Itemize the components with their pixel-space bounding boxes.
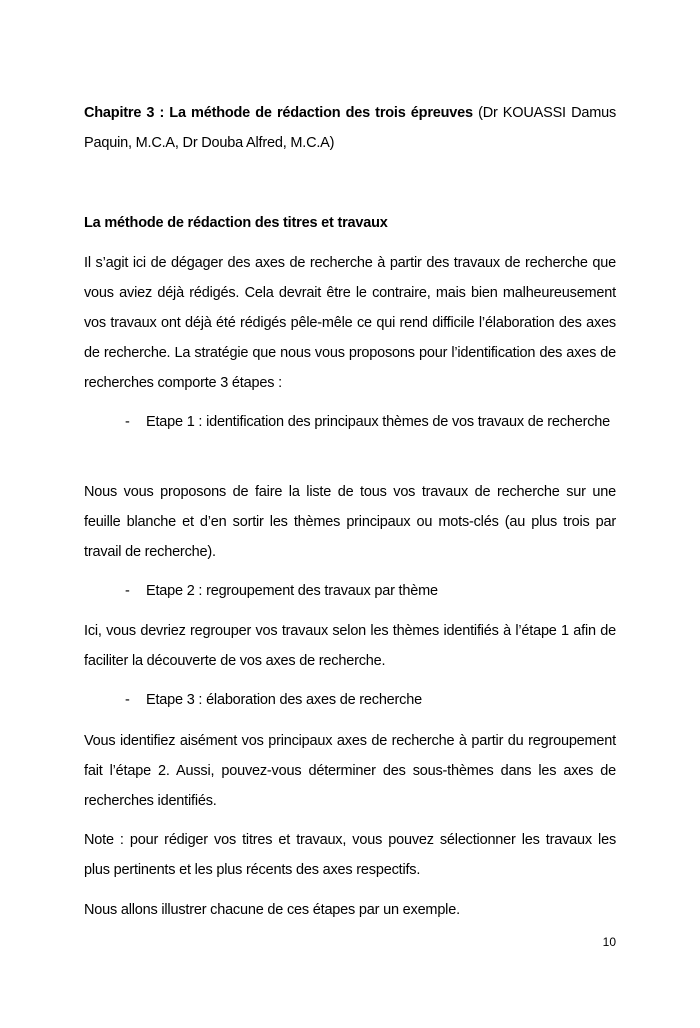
step-3-explanation: Vous identifiez aisément vos principaux axes de recherche à partir du regroupement fait l’étape 2. Aussi, pouvez-vous déterminer des sous-thèmes dans les axes de recherches identifiés. <box>84 733 616 809</box>
step-1-bullet <box>125 407 616 437</box>
bullet-dash: - <box>125 583 130 599</box>
note-paragraph: Note : pour rédiger vos titres et travaux, vous pouvez sélectionner les travaux les plus pertinents et les plus récents des axes respectifs. <box>84 832 616 878</box>
chapter-authors: (Dr KOUASSI Damus Paquin, M.C.A, Dr Douba Alfred, M.C.A) <box>84 105 616 151</box>
chapter-heading <box>84 98 616 158</box>
bullet-dash: - <box>125 414 130 430</box>
section-heading: La méthode de rédaction des titres et travaux <box>84 215 388 231</box>
intro-paragraph: Il s’agit ici de dégager des axes de recherche à partir des travaux de recherche que vous aviez déjà rédigés. Cela devrait être le contraire, mais bien malheureusement vos travaux ont déjà été rédigés pêle-mêle ce qui rend difficile l’élaboration des axes de recherche. La stratégie que nous vous proposons pour l’identification des axes de recherches comporte 3 étapes : <box>84 255 616 391</box>
step-3-bullet <box>125 685 616 715</box>
chapter-title: Chapitre 3 : La méthode de rédaction des trois épreuves <box>84 105 473 121</box>
step-1-explanation: Nous vous proposons de faire la liste de tous vos travaux de recherche sur une feuille blanche et d’en sortir les thèmes principaux ou mots-clés (au plus trois par travail de recherche). <box>84 484 616 560</box>
step-2-text: Etape 2 : regroupement des travaux par thème <box>146 583 438 599</box>
bullet-dash: - <box>125 692 130 708</box>
step-2-explanation: Ici, vous devriez regrouper vos travaux selon les thèmes identifiés à l’étape 1 afin de faciliter la découverte de vos axes de recherche. <box>84 623 616 669</box>
step-1-text: Etape 1 : identification des principaux thèmes de vos travaux de recherche <box>146 414 610 430</box>
step-3-text: Etape 3 : élaboration des axes de recherche <box>146 692 422 708</box>
page-number: 10 <box>602 935 616 949</box>
closing-paragraph: Nous allons illustrer chacune de ces étapes par un exemple. <box>84 902 460 918</box>
step-2-bullet <box>125 576 616 606</box>
